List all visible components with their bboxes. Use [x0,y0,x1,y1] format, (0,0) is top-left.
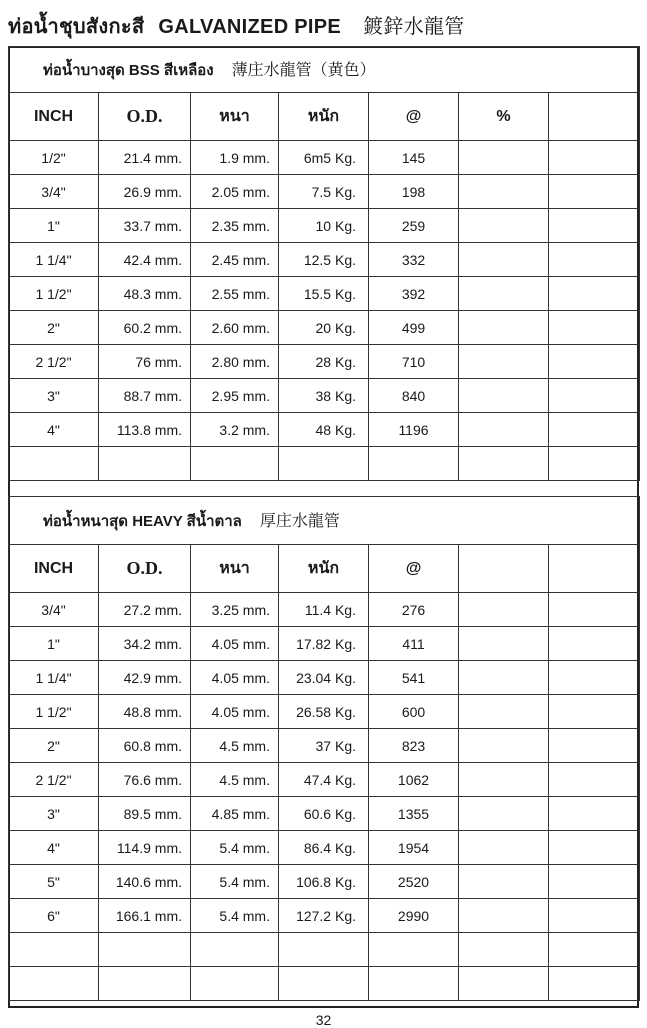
header-od: O.D. [99,545,191,593]
header-inch: INCH [9,93,99,141]
table-row: 1 1/2" 48.8 mm. 4.05 mm. 26.58 Kg. 600 [9,695,640,729]
title-thai: ท่อน้ำชุบสังกะสี [8,14,145,38]
header-weight: หนัก [279,545,369,593]
empty-row [9,447,640,481]
header-inch: INCH [9,545,99,593]
table-row: 1/2" 21.4 mm. 1.9 mm. 6m5 Kg. 145 [9,141,640,175]
table-row: 6" 166.1 mm. 5.4 mm. 127.2 Kg. 2990 [9,899,640,933]
section-heading-thai: ท่อน้ำบางสุด BSS สีเหลือง [43,62,214,79]
heavy-pipe-table [8,496,640,1001]
column-header-row [9,545,640,593]
table-row: 2" 60.8 mm. 4.5 mm. 37 Kg. 823 [9,729,640,763]
table-row: 1 1/4" 42.9 mm. 4.05 mm. 23.04 Kg. 541 [9,661,640,695]
table-row: 1 1/2" 48.3 mm. 2.55 mm. 15.5 Kg. 392 [9,277,640,311]
header-blank [549,93,640,141]
table-row: 3" 89.5 mm. 4.85 mm. 60.6 Kg. 1355 [9,797,640,831]
header-price: @ [369,545,459,593]
section-heading-chinese: 薄庄水龍管（黄色） [231,60,376,79]
table-row: 3/4" 26.9 mm. 2.05 mm. 7.5 Kg. 198 [9,175,640,209]
header-percent: % [459,93,549,141]
header-thickness: หนา [191,93,279,141]
empty-row [9,933,640,967]
section-heading-thai: ท่อน้ำหนาสุด HEAVY สีน้ำตาล [43,513,242,530]
table-row: 4" 113.8 mm. 3.2 mm. 48 Kg. 1196 [9,413,640,447]
table-row: 4" 114.9 mm. 5.4 mm. 86.4 Kg. 1954 [9,831,640,865]
table-row: 2 1/2" 76.6 mm. 4.5 mm. 47.4 Kg. 1062 [9,763,640,797]
table-row: 1" 34.2 mm. 4.05 mm. 17.82 Kg. 411 [9,627,640,661]
table-row: 2" 60.2 mm. 2.60 mm. 20 Kg. 499 [9,311,640,345]
title-chinese: 鍍鋅水龍管 [363,14,465,38]
header-weight: หนัก [279,93,369,141]
table-row: 1" 33.7 mm. 2.35 mm. 10 Kg. 259 [9,209,640,243]
section-heading-heavy [9,497,640,545]
column-header-row [9,93,640,141]
table-row: 2 1/2" 76 mm. 2.80 mm. 28 Kg. 710 [9,345,640,379]
table-row: 3" 88.7 mm. 2.95 mm. 38 Kg. 840 [9,379,640,413]
section-heading-bss [9,47,640,93]
empty-row [9,967,640,1001]
header-price: @ [369,93,459,141]
header-od: O.D. [99,93,191,141]
table-row: 5" 140.6 mm. 5.4 mm. 106.8 Kg. 2520 [9,865,640,899]
section-heading-chinese: 厚庄水龍管 [259,511,340,530]
page-title [8,10,465,42]
table-row: 3/4" 27.2 mm. 3.25 mm. 11.4 Kg. 276 [9,593,640,627]
bss-pipe-table [8,46,640,481]
table-row: 1 1/4" 42.4 mm. 2.45 mm. 12.5 Kg. 332 [9,243,640,277]
title-english: GALVANIZED PIPE [158,16,342,38]
header-thickness: หนา [191,545,279,593]
page-number: 32 [315,1012,332,1028]
